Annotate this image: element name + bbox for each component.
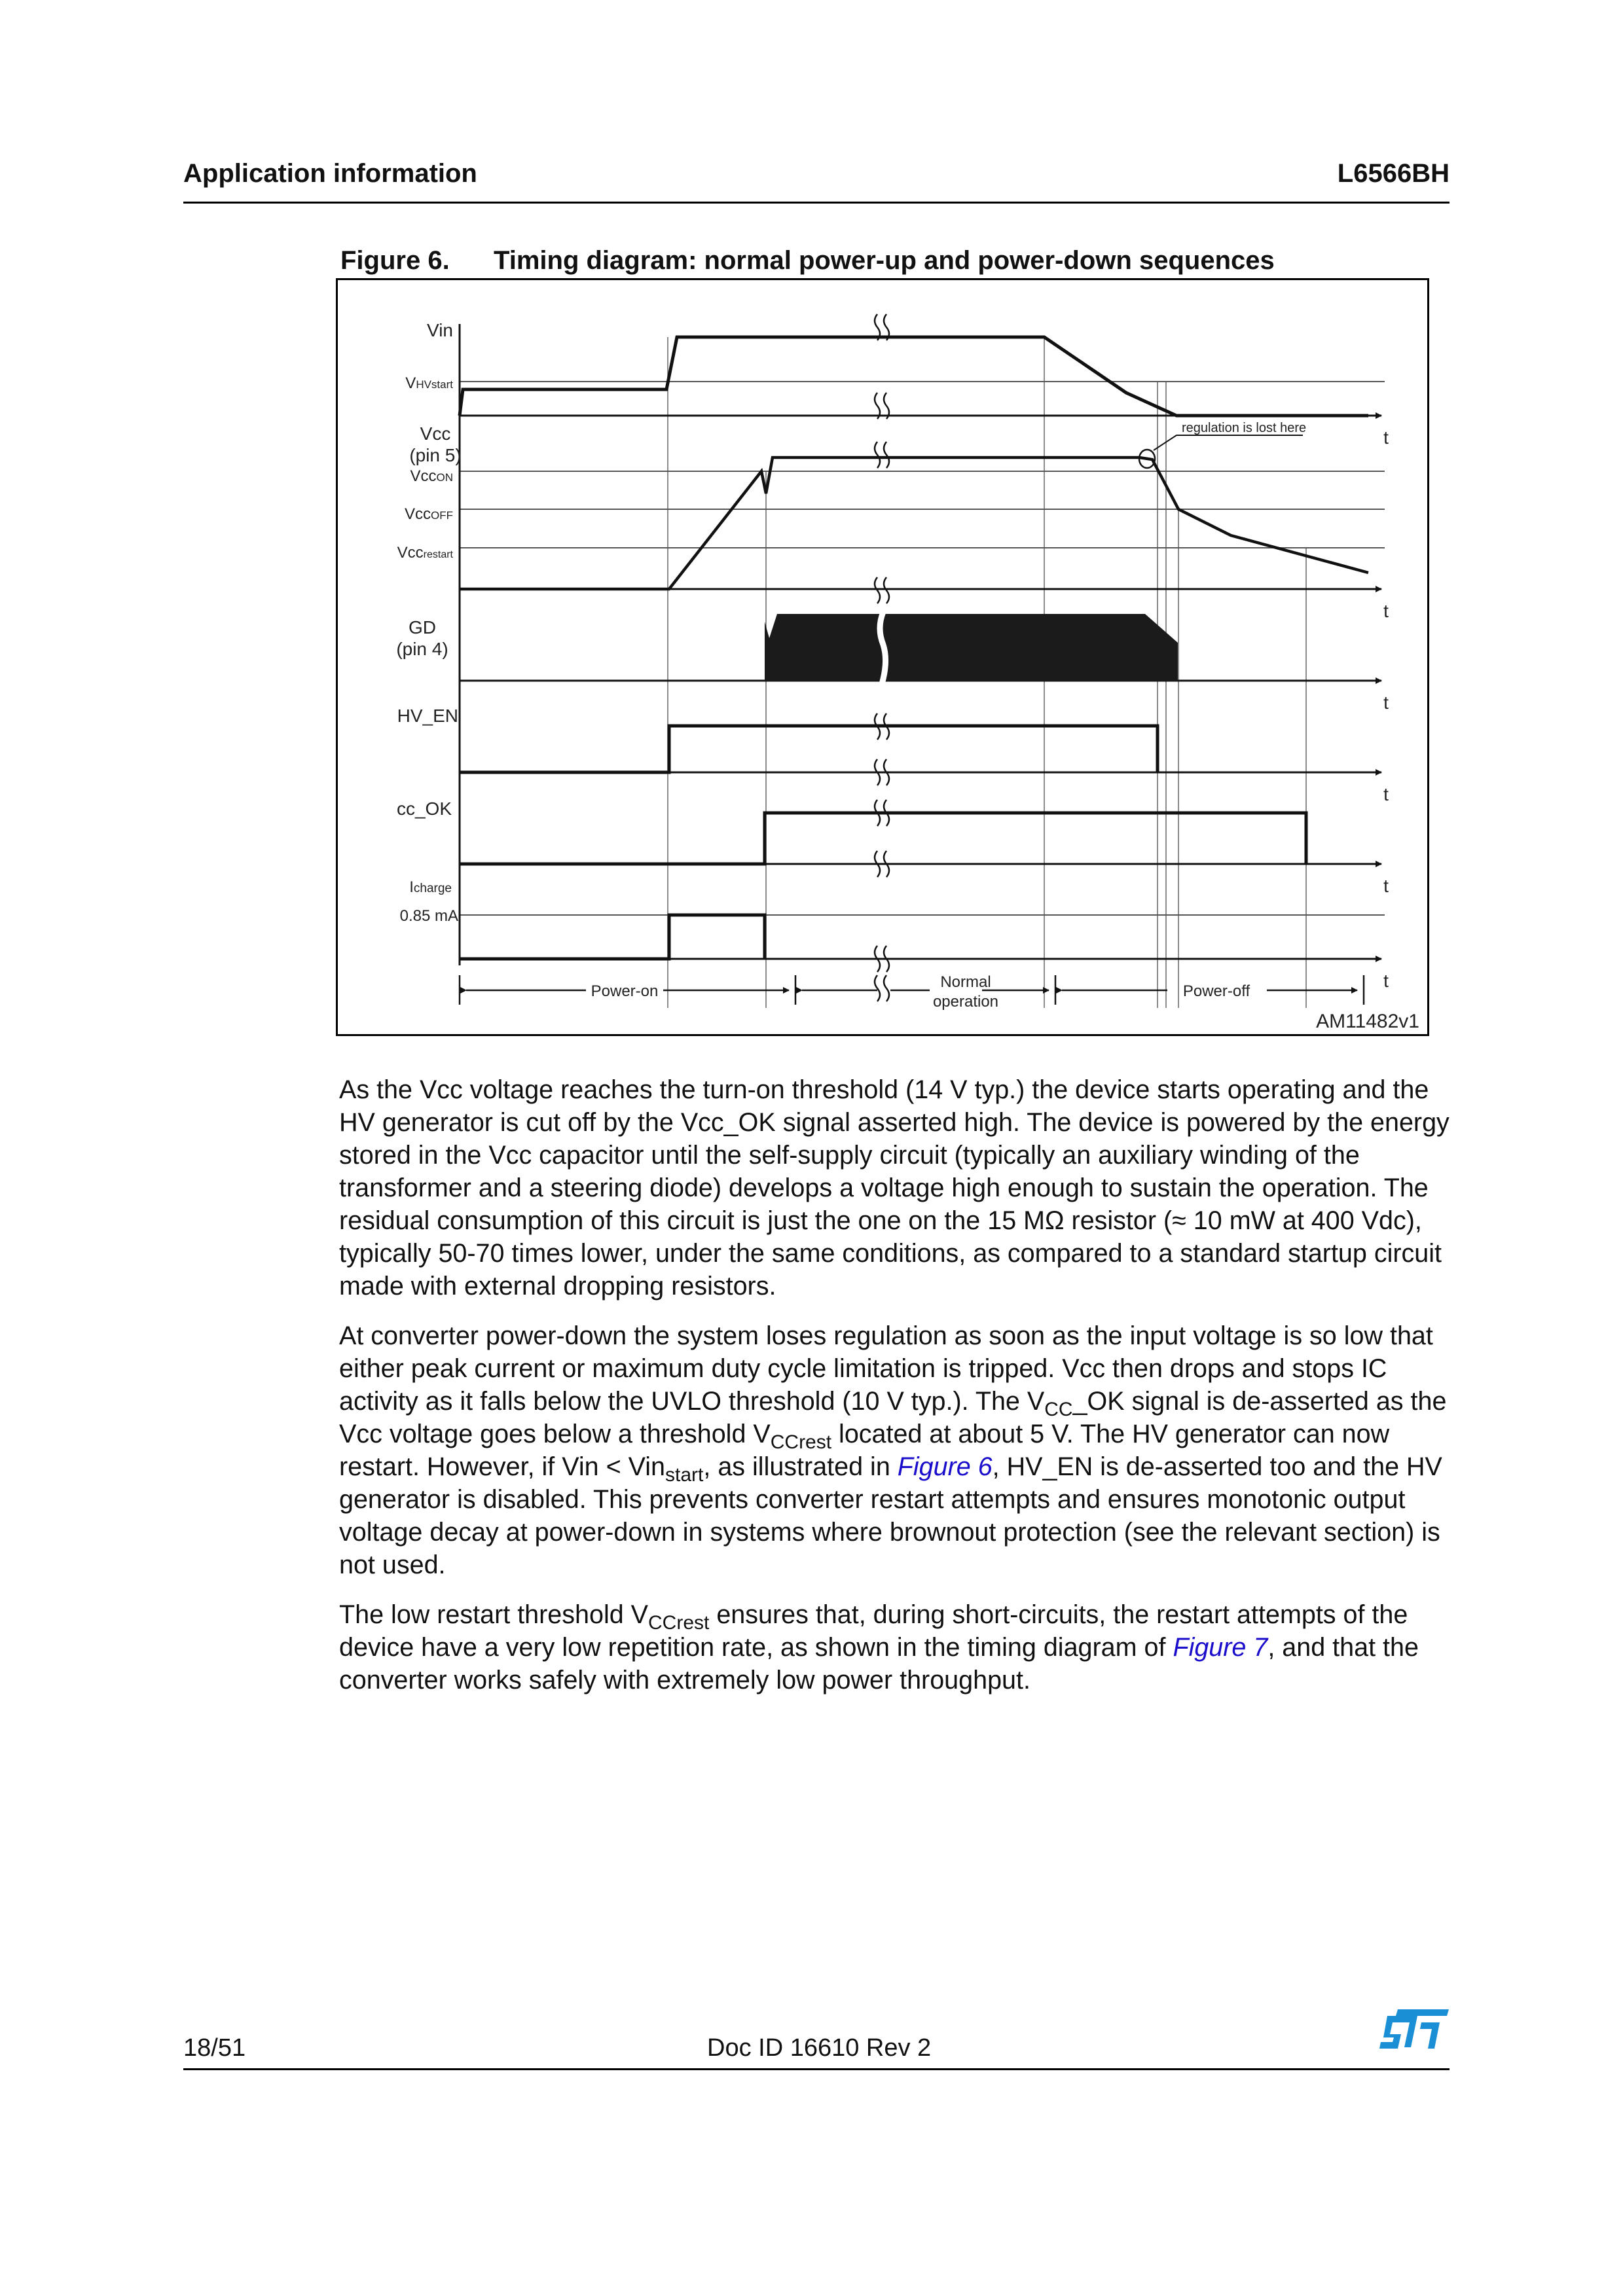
break-mark (875, 975, 889, 1001)
regulation-label: regulation is lost here (1182, 421, 1307, 435)
t-label: t (1383, 784, 1389, 804)
vcc-waveform (460, 457, 1368, 589)
figure-id-code: AM11482v1 (1316, 1011, 1419, 1032)
label-vcc-pin: (pin 5) (409, 445, 462, 465)
label-vccon: VccON (410, 467, 453, 485)
paragraph-1: As the Vcc voltage reaches the turn-on threshold (14 V typ.) the device starts operating and the HV generator is cut off by the Vcc_OK signal asserted high. The device is powered by the energy stored in the Vcc capacitor until the self-supply circuit (typically an auxiliary winding of the transformer and a steering diode) develops a voltage high enough to sustain the operation. The residual consumption of this circuit is just the one on the 15 MΩ resistor (≈ 10 mW at 400 Vdc), typically 50-70 times lower, under the same conditions, as compared to a standard startup circuit made with external dropping resistors. (339, 1075, 1450, 1300)
label-gd-pin: (pin 4) (396, 639, 448, 659)
phase-normal-2: operation (932, 993, 999, 1011)
label-icharge: Icharge (409, 878, 452, 896)
icharge-waveform (460, 915, 765, 959)
vin-waveform (460, 337, 1368, 416)
label-vccoff: VccOFF (404, 505, 453, 523)
time-axes (460, 416, 1381, 959)
t-label: t (1383, 876, 1389, 896)
t-label: t (1383, 692, 1389, 713)
break-mark (875, 577, 889, 603)
paragraph-3: The low restart threshold $V_{CCrest}$ ensures that, during short-circuits, the restart attempts of the device have a very low repetition rate, as shown in the timing diagram of Figure 7, and that the converter works safely with extremely low power throughput. (339, 1600, 1419, 1695)
figure-6-link[interactable]: Figure 6 (897, 1452, 993, 1481)
label-gd: GD (409, 617, 436, 637)
ccok-waveform (460, 813, 1306, 864)
t-label: t (1383, 601, 1389, 621)
signal-labels (396, 320, 461, 925)
figure-title: Timing diagram: normal power-up and power-down sequences (494, 246, 1275, 275)
label-vccrestart: Vccrestart (397, 544, 453, 562)
page-number: 18/51 (183, 2034, 246, 2062)
part-number: L6566BH (1337, 159, 1450, 188)
label-cc-ok: cc_OK (396, 798, 452, 819)
label-hv-en: HV_EN (397, 706, 458, 726)
break-mark (875, 442, 889, 468)
time-labels (1383, 427, 1389, 991)
t-label: t (1383, 427, 1389, 448)
figure-number: Figure 6. (340, 246, 450, 275)
phase-power-on: Power-on (591, 982, 659, 1000)
regulation-leader (1154, 435, 1303, 450)
section-title: Application information (183, 159, 477, 188)
label-icharge-level: 0.85 mA (399, 907, 458, 925)
label-vhvstart: VHVstart (405, 374, 453, 392)
gd-switching-block (765, 614, 1178, 681)
hven-waveform (460, 726, 1158, 772)
phase-labels (591, 973, 1250, 1011)
paragraph-2: At converter power-down the system loses regulation as soon as the input voltage is so low that either peak current or maximum duty cycle limitation is tripped. Vcc then drops and stops IC activity as it falls below the UVLO threshold (10 V typ.). The $V_{CC}\_OK$ signal is de-asserted as the Vcc voltage goes below a threshold $V_{CCrest}$ located at about 5 V. The HV generator can now restart. However, if Vin < Vin$_{start}$, as illustrated in Figure 6, HV_EN is de-asserted too and the HV generator is disabled. This prevents converter restart attempts and ensures monotonic output voltage decay at power-down in systems where brownout protection (see the relevant section) is not used. (339, 1321, 1447, 1579)
label-vcc: Vcc (420, 423, 451, 444)
phase-normal-1: Normal (940, 973, 991, 991)
timing-diagram (0, 0, 1623, 1047)
st-logo-icon (1378, 2008, 1450, 2054)
doc-id: Doc ID 16610 Rev 2 (707, 2034, 932, 2062)
regulation-annotation (1139, 421, 1306, 468)
t-label: t (1383, 971, 1389, 991)
phase-power-off: Power-off (1182, 982, 1250, 1000)
label-vin: Vin (427, 320, 453, 340)
figure-7-link[interactable]: Figure 7 (1173, 1633, 1268, 1662)
footer-rule (183, 2068, 1450, 2070)
